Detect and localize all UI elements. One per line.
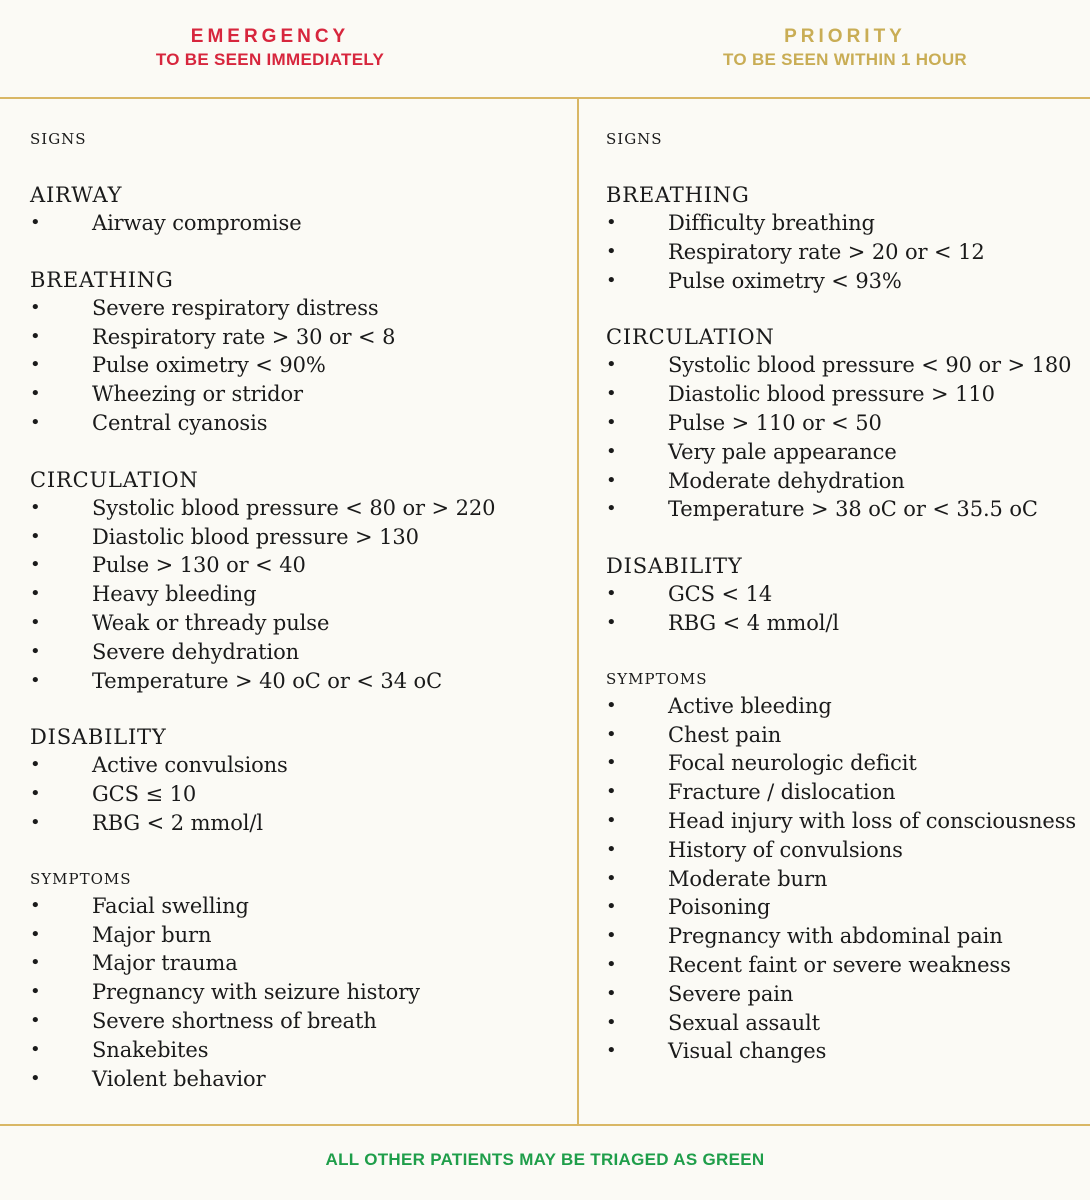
list-item: • GCS ≤ 10: [30, 780, 570, 809]
emergency-disability-title: DISABILITY: [30, 725, 167, 750]
list-item: • Diastolic blood pressure > 130: [30, 523, 570, 552]
emergency-column: [30, 126, 570, 1093]
list-item: • Violent behavior: [30, 1065, 570, 1094]
list-item: • Heavy bleeding: [30, 580, 570, 609]
emergency-signs-label: SIGNS: [30, 130, 87, 148]
list-item: • Major burn: [30, 921, 570, 950]
list-item: • Central cyanosis: [30, 409, 570, 438]
list-item: • RBG < 2 mmol/l: [30, 809, 570, 838]
list-item: • Respiratory rate > 20 or < 12: [606, 238, 1086, 267]
emergency-header: [0, 26, 540, 72]
emergency-subtitle: TO BE SEEN IMMEDIATELY: [155, 50, 385, 69]
list-item: • Diastolic blood pressure > 110: [606, 380, 1086, 409]
list-item: • Severe pain: [606, 980, 1086, 1009]
emergency-circulation-list: [30, 494, 570, 696]
list-item: • Pulse oximetry < 90%: [30, 351, 570, 380]
list-item: • Respiratory rate > 30 or < 8: [30, 323, 570, 352]
list-item: • Fracture / dislocation: [606, 778, 1086, 807]
list-item: • Pregnancy with abdominal pain: [606, 922, 1086, 951]
list-item: • Temperature > 38 oC or < 35.5 oC: [606, 495, 1086, 524]
list-item: • Temperature > 40 oC or < 34 oC: [30, 667, 570, 696]
list-item: • Weak or thready pulse: [30, 609, 570, 638]
list-item: • Airway compromise: [30, 209, 570, 238]
priority-disability-title: DISABILITY: [606, 554, 743, 579]
priority-signs-label: SIGNS: [606, 130, 663, 148]
list-item: • RBG < 4 mmol/l: [606, 609, 1086, 638]
priority-circulation-list: [606, 351, 1086, 524]
list-item: • Active convulsions: [30, 751, 570, 780]
list-item: • Severe dehydration: [30, 638, 570, 667]
priority-disability-list: [606, 580, 1086, 638]
footer-note: ALL OTHER PATIENTS MAY BE TRIAGED AS GREEN: [325, 1150, 765, 1169]
column-divider: [577, 97, 579, 1124]
list-item: • Pulse > 130 or < 40: [30, 551, 570, 580]
list-item: • Head injury with loss of consciousness: [606, 807, 1086, 836]
list-item: • Very pale appearance: [606, 438, 1086, 467]
list-item: • GCS < 14: [606, 580, 1086, 609]
list-item: • Systolic blood pressure < 90 or > 180: [606, 351, 1086, 380]
priority-breathing-title: BREATHING: [606, 183, 750, 207]
list-item: • Moderate burn: [606, 865, 1086, 894]
priority-column: [606, 126, 1086, 1066]
emergency-title: EMERGENCY: [190, 26, 350, 47]
footer-divider: [0, 1124, 1090, 1126]
priority-circulation-title: CIRCULATION: [606, 325, 775, 350]
list-item: • Systolic blood pressure < 80 or > 220: [30, 494, 570, 523]
list-item: • Active bleeding: [606, 692, 1086, 721]
emergency-symptoms-list: [30, 892, 570, 1094]
priority-breathing-list: [606, 209, 1086, 295]
priority-symptoms-list: [606, 692, 1086, 1066]
list-item: • Difficulty breathing: [606, 209, 1086, 238]
priority-symptoms-label: SYMPTOMS: [606, 669, 708, 688]
list-item: • Pulse oximetry < 93%: [606, 267, 1086, 296]
header: [0, 0, 1090, 99]
list-item: • Pregnancy with seizure history: [30, 978, 570, 1007]
list-item: • Facial swelling: [30, 892, 570, 921]
list-item: • Severe shortness of breath: [30, 1007, 570, 1036]
list-item: • Pulse > 110 or < 50: [606, 409, 1086, 438]
emergency-airway-title: AIRWAY: [30, 183, 123, 207]
list-item: • Recent faint or severe weakness: [606, 951, 1086, 980]
list-item: • Severe respiratory distress: [30, 294, 570, 323]
emergency-breathing-list: [30, 294, 570, 438]
list-item: • Moderate dehydration: [606, 467, 1086, 496]
list-item: • Chest pain: [606, 721, 1086, 750]
list-item: • Snakebites: [30, 1036, 570, 1065]
priority-subtitle: TO BE SEEN WITHIN 1 HOUR: [723, 50, 967, 69]
list-item: • Wheezing or stridor: [30, 380, 570, 409]
list-item: • Focal neurologic deficit: [606, 749, 1086, 778]
list-item: • Sexual assault: [606, 1009, 1086, 1038]
emergency-disability-list: [30, 751, 570, 837]
emergency-breathing-title: BREATHING: [30, 267, 174, 292]
emergency-circulation-title: CIRCULATION: [30, 467, 199, 492]
emergency-airway-list: [30, 209, 570, 238]
emergency-symptoms-label: SYMPTOMS: [30, 869, 132, 888]
list-item: • Major trauma: [30, 949, 570, 978]
list-item: • History of convulsions: [606, 836, 1086, 865]
list-item: • Poisoning: [606, 893, 1086, 922]
list-item: • Visual changes: [606, 1037, 1086, 1066]
priority-title: PRIORITY: [784, 26, 906, 47]
priority-header: [580, 26, 1090, 72]
